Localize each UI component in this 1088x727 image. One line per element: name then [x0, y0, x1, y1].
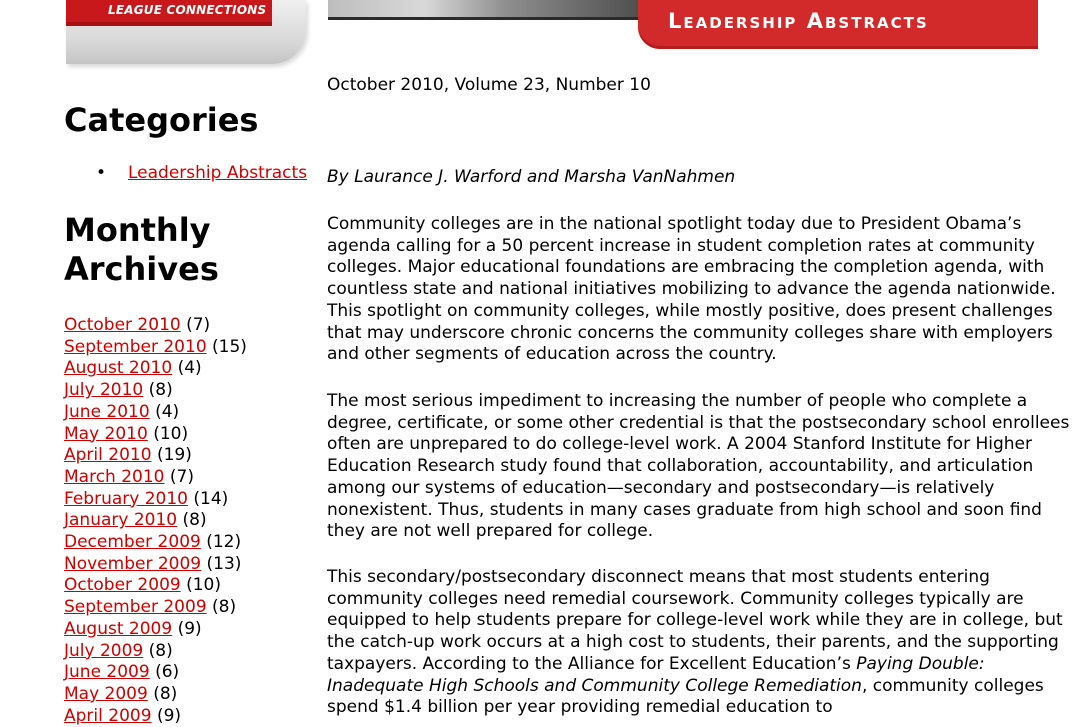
- archive-item: [64, 424, 247, 446]
- archive-item: [64, 315, 247, 337]
- banner-title: Leadership Abstracts: [668, 9, 929, 33]
- article-paragraph-3: [327, 567, 1072, 719]
- archive-link[interactable]: April 2010: [64, 445, 152, 466]
- archive-item: [64, 445, 247, 467]
- archive-count: (10): [186, 575, 222, 596]
- archive-count: (8): [153, 683, 178, 704]
- archive-link[interactable]: February 2010: [64, 488, 188, 509]
- archive-count: (4): [177, 358, 202, 379]
- archive-item: [64, 467, 247, 489]
- archive-item: [64, 532, 247, 554]
- archive-count: (13): [206, 553, 242, 574]
- archive-link[interactable]: September 2009: [64, 597, 207, 618]
- archive-item: [64, 684, 247, 706]
- archive-item: [64, 575, 247, 597]
- archive-link[interactable]: November 2009: [64, 553, 202, 574]
- category-link-leadership-abstracts[interactable]: Leadership Abstracts: [128, 163, 308, 183]
- archive-link[interactable]: March 2010: [64, 466, 165, 487]
- archive-link[interactable]: December 2009: [64, 532, 201, 553]
- archive-link[interactable]: January 2010: [64, 510, 178, 531]
- archive-count: (8): [182, 510, 207, 531]
- archive-count: (9): [156, 705, 182, 726]
- archives-list: [64, 315, 247, 727]
- archive-link[interactable]: April 2009: [64, 705, 152, 726]
- archive-link[interactable]: June 2009: [64, 662, 150, 683]
- categories-list: [96, 163, 307, 183]
- monthly-archives-heading: Monthly Archives: [64, 211, 219, 288]
- archive-item: [64, 380, 247, 402]
- logo-text: LEAGUE CONNECTIONS: [108, 3, 267, 17]
- archive-link[interactable]: May 2009: [64, 683, 148, 704]
- archive-item: [64, 358, 247, 380]
- article-paragraph-1: Community colleges are in the national spotlight today due to President Obama’s agenda calling for a 50 percent increase in student completion rates at community colleges. Major educational foundations are embracing the completion agenda, with countless state and national initiatives mobilizing to advance the agenda nationwide. This spotlight on community colleges, while mostly positive, does present challenges that may underscore chronic concerns the community colleges share with employers and other segments of education across the country.: [327, 214, 1056, 365]
- cited-report-title: Paying Double: Inadequate High Schools and Community College Remediation: [327, 653, 985, 696]
- archive-item: [64, 641, 247, 663]
- archive-count: (10): [153, 423, 189, 444]
- archive-item: [64, 337, 247, 359]
- archive-item: [64, 489, 247, 511]
- archive-item: [64, 619, 247, 641]
- leadership-abstracts-banner: [638, 0, 1038, 49]
- archive-link[interactable]: June 2010: [64, 401, 150, 422]
- archive-link[interactable]: October 2010: [64, 315, 181, 335]
- issue-info: October 2010, Volume 23, Number 10: [327, 75, 651, 95]
- archive-item: [64, 510, 247, 532]
- archive-item: [64, 662, 247, 684]
- paragraph-text: This secondary/postsecondary disconnect means that most students entering community colleges need remedial coursework. Community colleges typically are equipped to help students prepare for college-level work while they are in college, but the catch-up work occurs at a high cost to students, their parents, and the supporting taxpayers. According to the Alliance for Excellent Education’s: [327, 567, 1063, 674]
- header-photo: [328, 0, 650, 20]
- archive-count: (8): [212, 597, 237, 618]
- archive-link[interactable]: July 2009: [64, 640, 144, 661]
- article-byline: By Laurance J. Warford and Marsha VanNahmen: [327, 167, 736, 187]
- paragraph-text: , community colleges spend $1.4 billion per year providing remedial education to: [327, 675, 1044, 718]
- archive-item: [64, 706, 247, 727]
- archive-item: [64, 402, 247, 424]
- archive-count: (6): [155, 662, 180, 683]
- archive-count: (8): [148, 640, 173, 661]
- logo-red-bar: [66, 0, 272, 26]
- archive-item: [64, 554, 247, 576]
- archive-link[interactable]: September 2010: [64, 336, 207, 357]
- bullet-icon: •: [96, 163, 107, 183]
- archive-count: (15): [212, 336, 247, 357]
- archive-link[interactable]: August 2010: [64, 358, 173, 379]
- archive-count: (14): [193, 488, 229, 509]
- article-paragraph-2: The most serious impediment to increasing the number of people who complete a degree, certificate, or some other credential is that the postsecondary school enrollees often are unprepared to do college-level work. A 2004 Stanford Institute for Higher Education Research study found that collaboration, accountability, and articulation among our systems of education—secondary and postsecondary—is relatively nonexistent. Thus, students in many cases graduate from high school and soon find they are not well prepared for college.: [327, 391, 1070, 542]
- archive-link[interactable]: August 2009: [64, 618, 173, 639]
- archive-link[interactable]: July 2010: [64, 380, 144, 401]
- archive-count: (12): [206, 532, 242, 553]
- archive-link[interactable]: May 2010: [64, 423, 148, 444]
- archive-item: [64, 597, 247, 619]
- categories-heading: Categories: [64, 101, 259, 139]
- category-item: [96, 163, 307, 183]
- archive-link[interactable]: October 2009: [64, 575, 181, 596]
- archive-count: (7): [186, 315, 211, 335]
- archive-count: (4): [155, 401, 180, 422]
- archive-count: (8): [148, 380, 173, 401]
- league-logo[interactable]: [66, 0, 306, 64]
- archive-count: (9): [177, 618, 202, 639]
- archive-count: (19): [156, 445, 192, 466]
- archive-count: (7): [169, 466, 194, 487]
